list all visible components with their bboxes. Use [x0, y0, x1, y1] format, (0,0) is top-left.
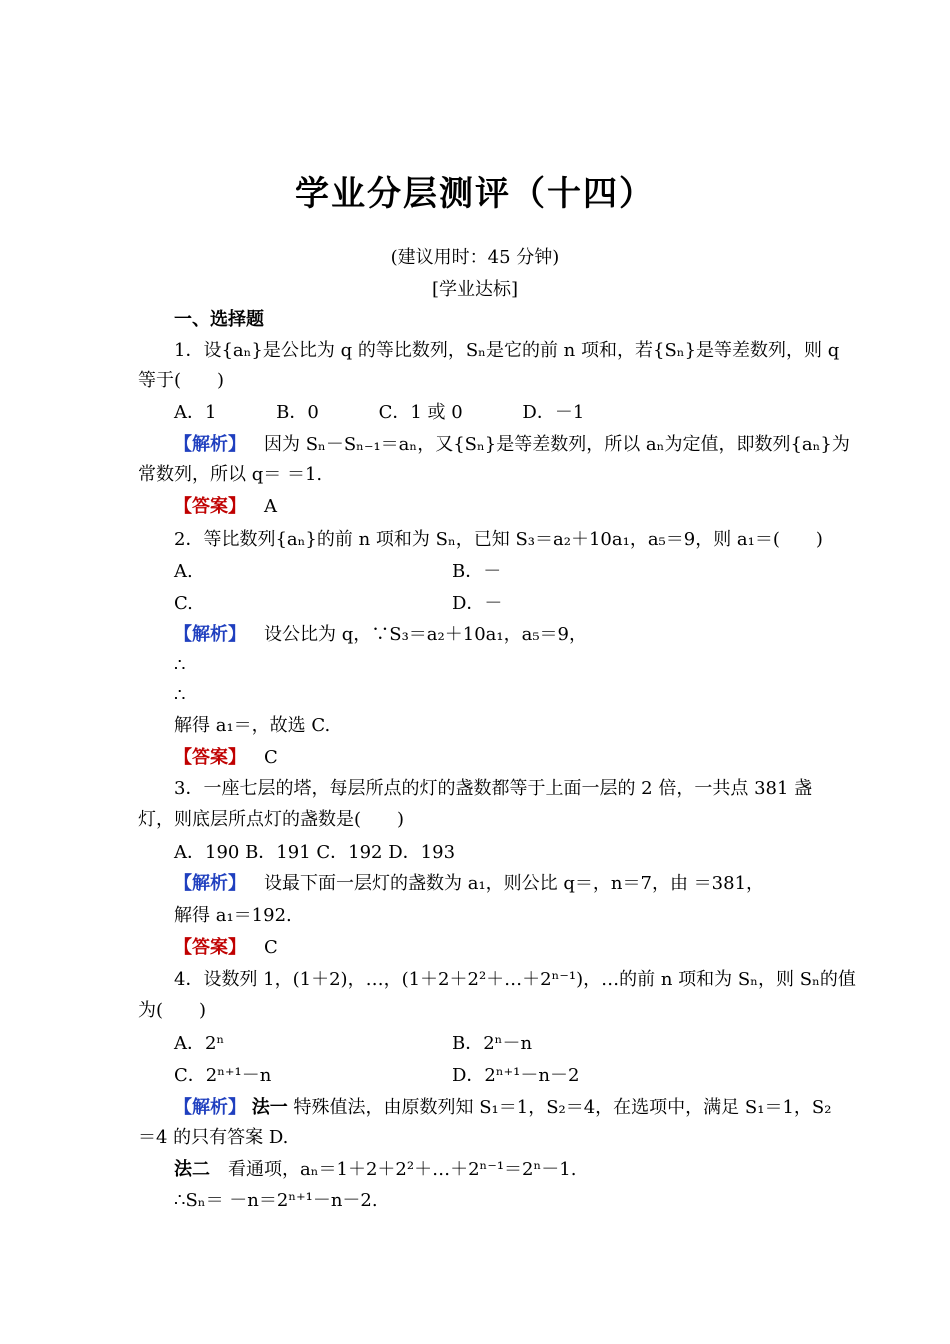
analysis-tag: 【解析】 — [174, 434, 246, 455]
q3-analysis-line1: 【解析】 设最下面一层灯的盏数为 a₁，则公比 q＝，n＝7，由 ＝381， — [174, 873, 765, 894]
q2-answer: 【答案】 C — [174, 747, 278, 768]
q4-stem-line1: 4．设数列 1，(1＋2)，…，(1＋2＋2²＋…＋2ⁿ⁻¹)，…的前 n 项和为 Sₙ，则 Sₙ的值 — [174, 969, 856, 990]
q4-stem-line2: 为( ) — [138, 1000, 207, 1021]
q2-stem: 2．等比数列{aₙ}的前 n 项和为 Sₙ，已知 S₃＝a₂＋10a₁，a₅＝9，则 a₁＝( ) — [174, 529, 823, 550]
analysis-tag: 【解析】 — [174, 624, 246, 645]
answer-tag: 【答案】 — [174, 937, 246, 958]
q2-therefore-1: ∴ — [174, 655, 186, 676]
time-hint: (建议用时：45 分钟) — [390, 247, 560, 268]
q1-analysis-line2: 常数列，所以 q＝ ＝1. — [138, 464, 323, 485]
q3-stem-line2: 灯，则底层所点灯的盏数是( ) — [138, 809, 405, 830]
q3-answer: 【答案】 C — [174, 937, 278, 958]
q2-option-b: B．－ — [452, 561, 502, 582]
q2-therefore-2: ∴ — [174, 685, 186, 706]
method2-label: 法二 — [174, 1159, 210, 1180]
q2-solve: 解得 a₁＝，故选 C. — [174, 715, 331, 736]
q1-options: A．1 B．0 C．1 或 0 D．－1 — [174, 402, 585, 423]
q2-option-d: D．－ — [452, 593, 503, 614]
q1-analysis-line1: 【解析】 因为 Sₙ－Sₙ₋₁＝aₙ，又{Sₙ}是等差数列，所以 aₙ为定值，即数列{aₙ}为 — [174, 434, 850, 455]
page-title: 学业分层测评（十四） — [295, 174, 655, 214]
q2-analysis-line1: 【解析】 设公比为 q，∵S₃＝a₂＋10a₁，a₅＝9， — [174, 624, 587, 645]
part-heading: 一、选择题 — [174, 309, 264, 330]
q3-solve: 解得 a₁＝192. — [174, 905, 292, 926]
q1-stem-line2: 等于( ) — [138, 370, 225, 391]
analysis-tag: 【解析】 — [174, 873, 246, 894]
q4-option-c: C．2ⁿ⁺¹－n — [174, 1065, 272, 1086]
method1-label: 法一 — [251, 1097, 288, 1118]
q2-option-c: C. — [174, 593, 193, 614]
q4-option-a: A．2ⁿ — [174, 1033, 225, 1054]
q1-stem-line1: 1．设{aₙ}是公比为 q 的等比数列，Sₙ是它的前 n 项和，若{Sₙ}是等差数列，则 q — [174, 340, 840, 361]
q4-method1-line2: ＝4 的只有答案 D. — [138, 1127, 289, 1148]
q3-options: A．190 B．191 C．192 D．193 — [174, 842, 456, 863]
q4-option-b: B．2ⁿ－n — [452, 1033, 533, 1054]
q4-method1-line1: 【解析】 法一 特殊值法，由原数列知 S₁＝1，S₂＝4，在选项中，满足 S₁＝1，S₂ — [174, 1097, 832, 1118]
q3-stem-line1: 3．一座七层的塔，每层所点的灯的盏数都等于上面一层的 2 倍，一共点 381 盏 — [174, 778, 813, 799]
q4-method2-line2: ∴Sₙ＝ －n＝2ⁿ⁺¹－n－2. — [174, 1190, 378, 1211]
q1-answer: 【答案】 A — [174, 496, 277, 517]
q4-option-d: D．2ⁿ⁺¹－n－2 — [452, 1065, 580, 1086]
section-label: [学业达标] — [431, 279, 519, 300]
answer-tag: 【答案】 — [174, 747, 246, 768]
analysis-tag: 【解析】 — [174, 1097, 246, 1118]
q2-option-a: A. — [174, 561, 193, 582]
answer-tag: 【答案】 — [174, 496, 246, 517]
q4-method2-line1: 法二 看通项，aₙ＝1＋2＋2²＋…＋2ⁿ⁻¹＝2ⁿ－1. — [174, 1159, 577, 1180]
